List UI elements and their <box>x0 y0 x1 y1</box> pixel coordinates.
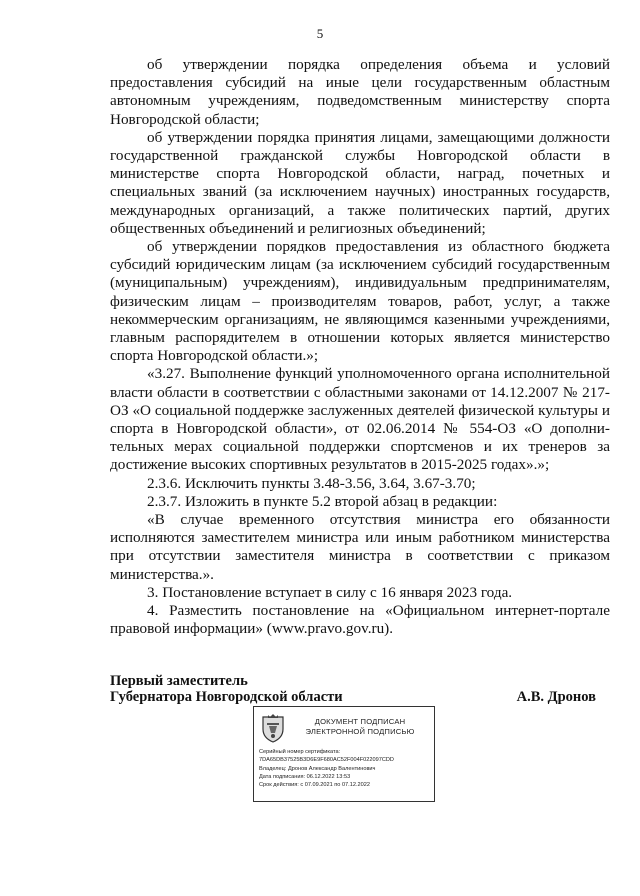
paragraph: «3.27. Выполнение функций уполномоченного органа исполнительной власти области в соответствии с областными законами от 14.12.2007 № 217-ОЗ «О социальной поддержке заслуженных деятелей физической культуры и спорта в Новгородской области», от 02.06.2014 № 554-ОЗ «О дополни-тельных мерах социальной поддержки спортсменов и их тренеров за достижение высоких спортивных результатов в 2015-2025 годах».»; <box>110 365 610 474</box>
cert-number: 7DA65DB37525B3D6E9F680AC52F004F022097CDD <box>259 757 394 764</box>
signature-block <box>110 673 610 705</box>
paragraph: 2.3.6. Исключить пункты 3.48-3.56, 3.64, 3.67-3.70; <box>147 474 476 492</box>
paragraph: об утверждении порядка определения объема и условий предоставления субсидий на иные цели государственным областным автономным учреждениям, подведомственным министерству спорта Новгородской области; <box>110 56 610 128</box>
paragraph: 2.3.7. Изложить в пункте 5.2 второй абзац в редакции: <box>147 492 498 510</box>
paragraph: об утверждении порядков предоставления из областного бюджета субсидий юридическим лицам (за исключением субсидий государственным (муниципальным) учреждениям), индивидуальным предпринимателям, физическим лицам – производителям товаров, работ, услуг, а также некоммерческим организациям, не являющимся казенными учреждениями, главным распорядителем в отношении которых является министерство спорта Новгородской области.»; <box>110 238 610 365</box>
stamp-details <box>259 748 431 789</box>
paragraph: 3. Постановление вступает в силу с 16 января 2023 года. <box>147 583 513 601</box>
electronic-signature-stamp <box>253 706 435 802</box>
paragraph: «В случае временного отсутствия министра его обязанности исполняются заместителем министра или иным работником министерства при отсутствии заместителя министра в соответствии с приказом министерства.». <box>110 511 610 583</box>
cert-label: Серийный номер сертификата: <box>259 749 341 755</box>
stamp-header-line2: ЭЛЕКТРОННОЙ ПОДПИСЬЮ <box>305 727 415 736</box>
signatory-title-line1: Первый заместитель <box>110 673 248 689</box>
signatory-title-line2: Губернатора Новгородской области <box>110 689 343 705</box>
paragraph: об утверждении порядка принятия лицами, замещающими должности государственной гражданской службы Новгородской области в министерстве спорта Новгородской области, наград, почетных и специальных званий (за исключением научных) иностранных государств, международных организаций, а также политических партий, других общественных объединений и религиозных объединений; <box>110 128 610 237</box>
signed-date: Дата подписания: 06.12.2022 13:53 <box>259 773 351 780</box>
signatory-name: А.В. Дронов <box>516 689 596 705</box>
page-number: 5 <box>316 26 324 41</box>
paragraph: 4. Разместить постановление на «Официальном интернет-портале правовой информации» (www.pravo.gov.ru). <box>110 602 610 638</box>
cert-owner: Владелец: Дронов Александр Валентинович <box>259 765 376 772</box>
body-text <box>110 56 610 639</box>
coat-of-arms-icon <box>260 713 286 743</box>
cert-validity: Срок действия: с 07.09.2021 по 07.12.2022 <box>259 782 370 789</box>
stamp-header <box>292 717 428 737</box>
stamp-header-line1: ДОКУМЕНТ ПОДПИСАН <box>314 717 406 726</box>
